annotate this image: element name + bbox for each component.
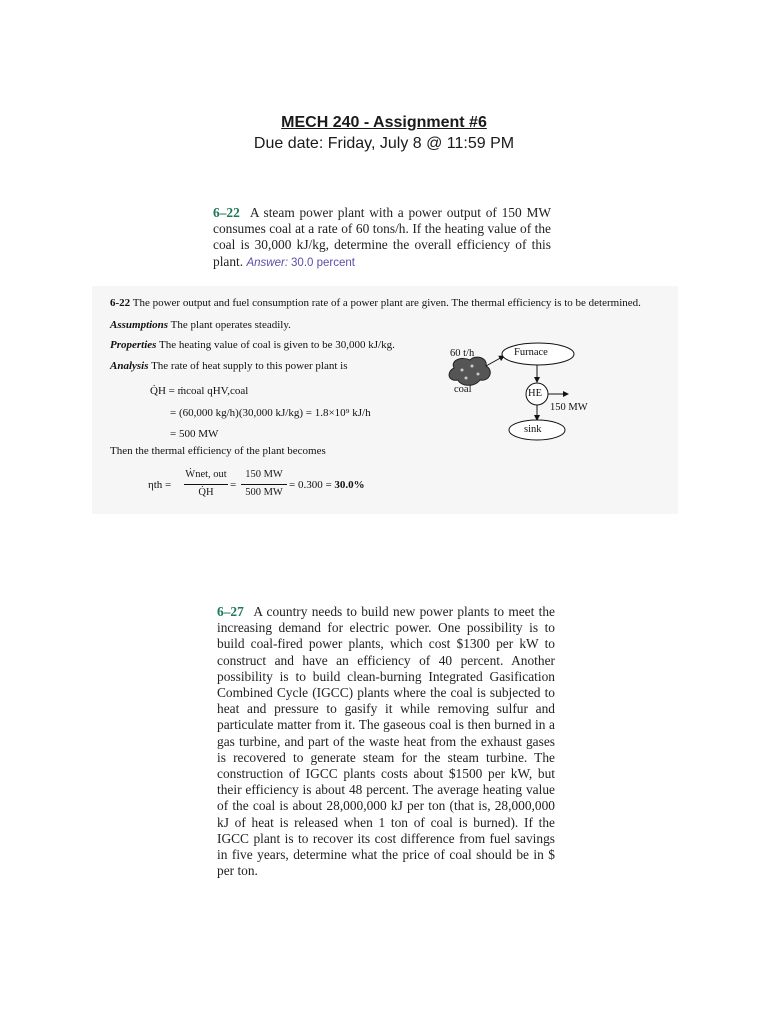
solution-intro <box>110 296 641 310</box>
answer-value: 30.0 percent <box>291 256 355 269</box>
efficiency-result-bold: 30.0% <box>334 479 365 491</box>
efficiency-fraction-denominator: Q̇H <box>198 487 214 498</box>
problem-text: A country needs to build new power plants to meet the increasing demand for electric power. One possibility is to build coal-fired power plants, which cost $1300 per kW to construct and have an efficiency of 40 percent. Another possibility is to build clean-burning Integrated Gasification Combined Cycle (IGCC) plants where the coal is subjected to heat and pressure to gasify it while removing sulfur and particulate matter from it. The gaseous coal is then burned in a gas turbine, and part of the waste heat from the exhaust gases is recovered to generate steam for the steam turbine. The construction of IGCC plants costs about $1500 per kW, but their efficiency is about 48 percent. The average heating value of the coal is about 28,000,000 kJ per ton (that is, 28,000,000 kJ of heat is released when 1 ton of coal is burned). If the IGCC plant is to recover its cost difference from fuel savings in five years, determine what the price of coal should be in $ per ton. <box>217 604 555 879</box>
coal-feed-arrow <box>486 356 504 366</box>
due-date: Due date: Friday, July 8 @ 11:59 PM <box>253 135 515 152</box>
he-label: HE <box>528 388 542 399</box>
efficiency-symbol: ηth = <box>148 479 172 491</box>
problem-6-27 <box>217 604 555 879</box>
equals-sign: = <box>230 479 237 491</box>
answer-label: Answer: <box>246 256 289 269</box>
analysis-text: The rate of heat supply to this power plant is <box>151 360 348 372</box>
heat-supply-equation: Q̇H = ṁcoal qHV,coal <box>150 385 249 397</box>
power-fraction-numerator: 150 MW <box>245 469 283 480</box>
efficiency-result <box>289 479 365 491</box>
coal-rate-label: 60 t/h <box>450 348 475 359</box>
properties-label: Properties <box>110 339 157 351</box>
efficiency-fraction-numerator: Ẇnet, out <box>185 469 227 480</box>
power-output-label: 150 MW <box>550 402 588 413</box>
furnace-label: Furnace <box>514 347 548 358</box>
analysis-label: Analysis <box>110 360 149 372</box>
properties-line <box>110 338 395 352</box>
assumptions-label: Assumptions <box>110 319 169 331</box>
problem-answer <box>246 257 354 269</box>
problem-number: 6–22 <box>213 205 240 220</box>
analysis-line <box>110 359 348 373</box>
coal-pile <box>449 357 490 385</box>
fraction-bar <box>184 484 228 485</box>
power-plant-diagram <box>440 340 610 444</box>
efficiency-intro: Then the thermal efficiency of the plant becomes <box>110 445 326 457</box>
heat-supply-result: = 500 MW <box>170 428 219 440</box>
solution-number: 6-22 <box>110 297 131 309</box>
coal-label: coal <box>454 384 472 395</box>
sink-label: sink <box>524 424 542 435</box>
properties-text: The heating value of coal is given to be 30,000 kJ/kg. <box>159 339 395 351</box>
fraction-bar <box>241 484 287 485</box>
problem-number: 6–27 <box>217 604 244 619</box>
power-fraction-denominator: 500 MW <box>245 487 283 498</box>
assumptions-text: The plant operates steadily. <box>170 319 291 331</box>
solution-intro-text: The power output and fuel consumption rate of a power plant are given. The thermal efficiency is to be determined. <box>132 297 641 309</box>
problem-6-22 <box>213 205 551 271</box>
assignment-title: MECH 240 - Assignment #6 <box>281 114 487 131</box>
assignment-header <box>0 112 768 155</box>
heat-supply-calculation: = (60,000 kg/h)(30,000 kJ/kg) = 1.8×10⁹ kJ/h <box>170 407 371 419</box>
assumptions-line <box>110 318 291 332</box>
problem-text: A steam power plant with a power output of 150 MW consumes coal at a rate of 60 tons/h. If the heating value of the coal is 30,000 kJ/kg, determine the overall efficiency of this plant. <box>213 205 552 269</box>
efficiency-result-value: = 0.300 = <box>289 479 332 491</box>
